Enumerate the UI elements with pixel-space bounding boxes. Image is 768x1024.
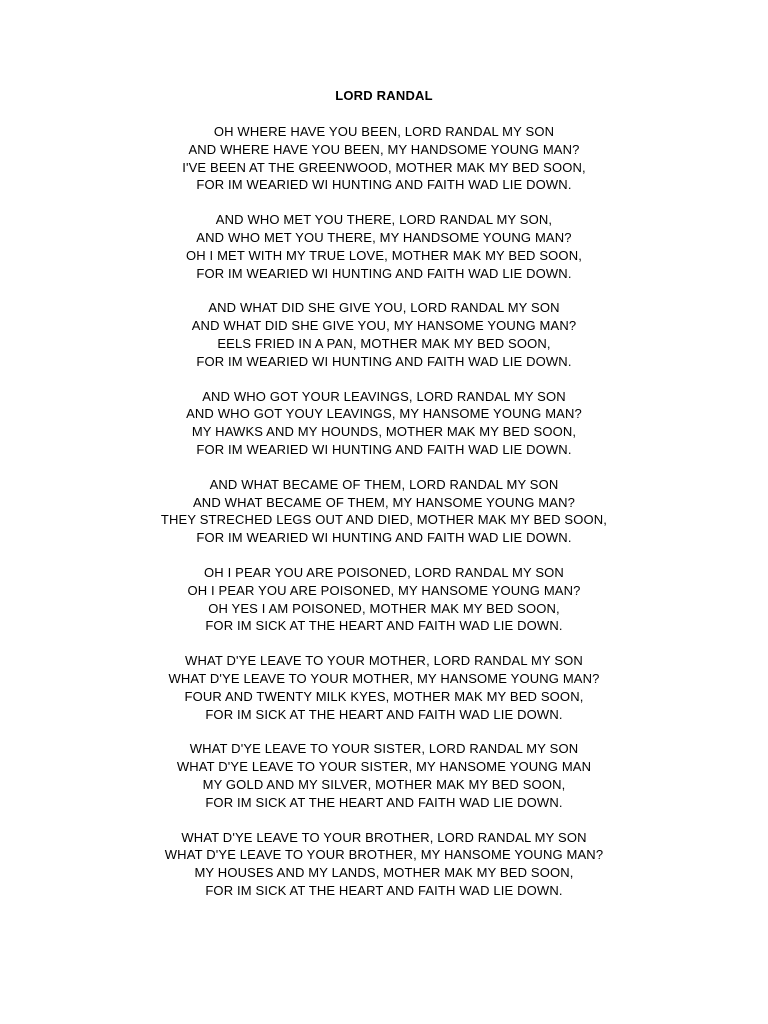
poem-line: WHAT D'YE LEAVE TO YOUR SISTER, LORD RANDAL MY SON [189, 741, 579, 757]
poem-line: OH I PEAR YOU ARE POISONED, MY HANSOME YOUNG MAN? [187, 582, 581, 598]
poem-line: OH YES I AM POISONED, MOTHER MAK MY BED SOON, [208, 600, 560, 616]
poem-line: AND WHO MET YOU THERE, LORD RANDAL MY SON, [215, 212, 553, 228]
stanza-2 [0, 211, 768, 282]
stanza-9 [0, 829, 768, 900]
stanza-6 [0, 564, 768, 635]
poem-line: FOR IM WEARIED WI HUNTING AND FAITH WAD LIE DOWN. [196, 530, 572, 546]
poem-line: FOR IM SICK AT THE HEART AND FAITH WAD LIE DOWN. [205, 706, 563, 722]
poem-line: AND WHO GOT YOUY LEAVINGS, MY HANSOME YOUNG MAN? [186, 406, 582, 422]
poem-line: AND WHO GOT YOUR LEAVINGS, LORD RANDAL MY SON [202, 388, 566, 404]
stanza-8 [0, 740, 768, 811]
poem-line: OH WHERE HAVE YOU BEEN, LORD RANDAL MY SON [213, 124, 555, 139]
stanza-3 [0, 299, 768, 370]
poem-line: MY HAWKS AND MY HOUNDS, MOTHER MAK MY BED SOON, [191, 424, 577, 440]
poem-line: FOR IM WEARIED WI HUNTING AND FAITH WAD LIE DOWN. [196, 177, 572, 193]
poem-line: MY HOUSES AND MY LANDS, MOTHER MAK MY BED SOON, [194, 865, 574, 881]
poem-line: THEY STRECHED LEGS OUT AND DIED, MOTHER MAK MY BED SOON, [160, 512, 608, 528]
stanza-7 [0, 652, 768, 723]
poem-line: OH I MET WITH MY TRUE LOVE, MOTHER MAK MY BED SOON, [185, 247, 582, 263]
poem-line: FOR IM SICK AT THE HEART AND FAITH WAD LIE DOWN. [205, 618, 563, 634]
poem-line: FOR IM WEARIED WI HUNTING AND FAITH WAD LIE DOWN. [196, 353, 572, 369]
stanza-1 [0, 123, 768, 194]
poem-line: AND WHAT BECAME OF THEM, MY HANSOME YOUNG MAN? [192, 494, 576, 510]
poem-line: FOR IM SICK AT THE HEART AND FAITH WAD LIE DOWN. [205, 882, 563, 898]
poem-line: AND WHO MET YOU THERE, MY HANDSOME YOUNG MAN? [196, 229, 572, 245]
poem-body [0, 123, 768, 917]
poem-title: LORD RANDAL [335, 88, 433, 103]
poem-line: FOR IM SICK AT THE HEART AND FAITH WAD LIE DOWN. [205, 794, 563, 810]
poem-line: AND WHAT DID SHE GIVE YOU, LORD RANDAL MY SON [208, 300, 560, 316]
poem-line: AND WHERE HAVE YOU BEEN, MY HANDSOME YOUNG MAN? [188, 141, 580, 157]
poem-line: AND WHAT BECAME OF THEM, LORD RANDAL MY SON [209, 476, 559, 492]
poem-line: MY GOLD AND MY SILVER, MOTHER MAK MY BED SOON, [202, 776, 566, 792]
poem-line: WHAT D'YE LEAVE TO YOUR SISTER, MY HANSOME YOUNG MAN [176, 759, 592, 775]
poem-line: WHAT D'YE LEAVE TO YOUR MOTHER, LORD RANDAL MY SON [185, 653, 583, 669]
poem-line: AND WHAT DID SHE GIVE YOU, MY HANSOME YOUNG MAN? [191, 318, 577, 334]
poem-line: OH I PEAR YOU ARE POISONED, LORD RANDAL MY SON [204, 564, 564, 580]
poem-line: WHAT D'YE LEAVE TO YOUR BROTHER, LORD RANDAL MY SON [181, 829, 587, 845]
poem-line: I'VE BEEN AT THE GREENWOOD, MOTHER MAK MY BED SOON, [182, 159, 586, 175]
stanza-5 [0, 476, 768, 547]
stanza-4 [0, 388, 768, 459]
poem-line: FOUR AND TWENTY MILK KYES, MOTHER MAK MY BED SOON, [184, 688, 584, 704]
poem-line: WHAT D'YE LEAVE TO YOUR BROTHER, MY HANSOME YOUNG MAN? [164, 847, 604, 863]
poem-line: WHAT D'YE LEAVE TO YOUR MOTHER, MY HANSOME YOUNG MAN? [168, 670, 600, 686]
poem-line: FOR IM WEARIED WI HUNTING AND FAITH WAD LIE DOWN. [196, 441, 572, 457]
poem-line: EELS FRIED IN A PAN, MOTHER MAK MY BED SOON, [217, 335, 551, 351]
poem-line: FOR IM WEARIED WI HUNTING AND FAITH WAD LIE DOWN. [196, 265, 572, 281]
